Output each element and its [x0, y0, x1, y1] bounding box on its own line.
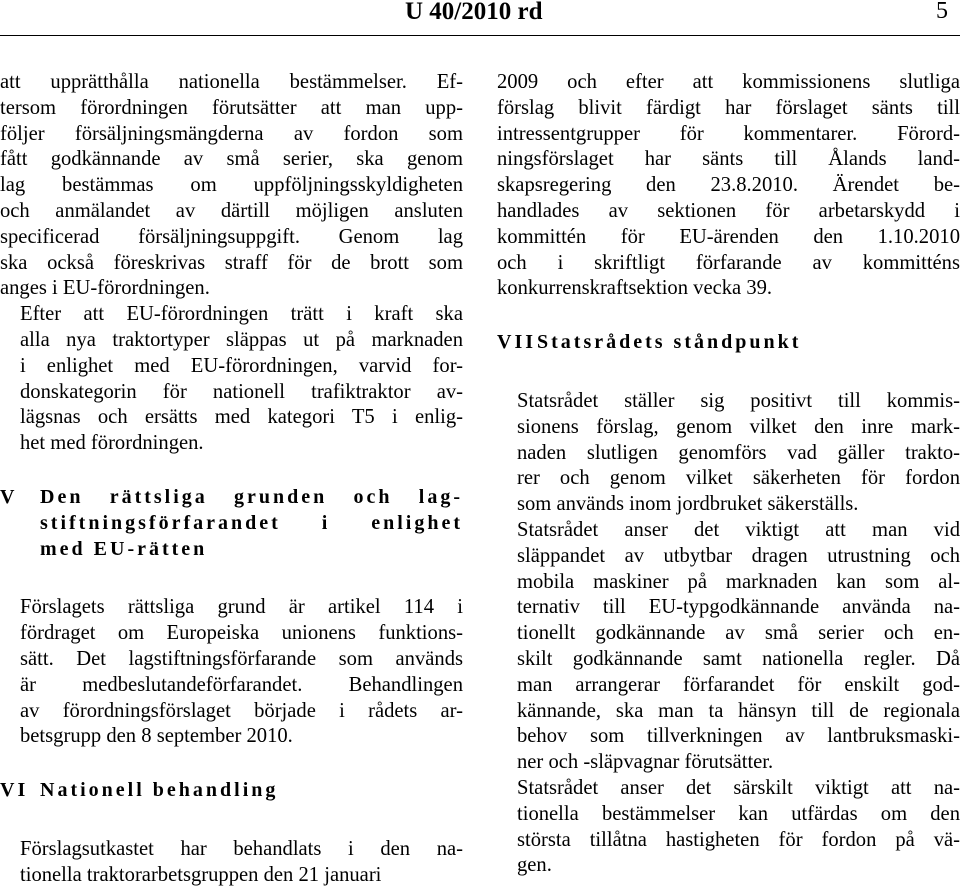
section-title: Nationell behandling [40, 779, 279, 802]
text-line: Den rättsliga grunden och lag- [40, 485, 463, 508]
text-line: är medbeslutandeförfarandet. Behandlingen [20, 673, 463, 696]
text-line: stiftningsförfarandet i enlighet [40, 511, 463, 534]
section-number: VI [0, 779, 29, 802]
text-line: 2009 och efter att kommissionens slutliga [497, 71, 960, 93]
document-title: U 40/2010 rd [405, 0, 543, 25]
text-line: kommittén för EU-ärenden den 1.10.2010 [497, 225, 960, 248]
text-line: fått godkännande av små serier, ska genom [0, 148, 463, 171]
text-line: mobila maskiner på marknaden kan som al- [517, 570, 960, 593]
text-line: kännande, ska man ta hänsyn till de regionala [517, 699, 960, 722]
section-heading-vi [0, 778, 463, 804]
spacer [0, 562, 463, 595]
text-line: förslag blivit färdigt har förslaget sänts till [497, 96, 960, 119]
text-line: Förslagsutkastet har behandlats i den na- [20, 837, 463, 860]
text-line: lag bestämmas om uppföljningsskyldigheten [0, 174, 463, 197]
section-title: Statsrådets ståndpunkt [537, 331, 802, 354]
text-line: ska också föreskrivas straff för de brott som [0, 251, 463, 274]
text-line: handlades av sektionen för arbetarskydd i [497, 199, 960, 222]
text-line: man arrangerar förfarandet för enskilt god- [517, 673, 960, 696]
right-column [497, 70, 960, 879]
paragraph [0, 70, 463, 302]
spacer [497, 356, 960, 389]
text-line: lägsnas och ersätts med kategori T5 i enlig- [20, 406, 463, 429]
text-line: i enlighet med EU-förordningen, varvid for- [20, 354, 463, 377]
text-line: släppandet av utbytbar dragen utrustning och [517, 544, 960, 567]
text-line: följer försäljningsmängderna av fordon som [0, 122, 463, 145]
text-line: sionens förslag, genom vilket den inre mark- [517, 415, 960, 438]
section-heading-v [0, 485, 463, 562]
text-line: konkurrenskraftsektion vecka 39. [497, 277, 773, 300]
text-line: het med förordningen. [20, 432, 204, 455]
text-line: tionella bestämmelser kan utfärdas om den [517, 802, 960, 825]
text-line: av förordningsförslaget började i rådets ar- [20, 699, 463, 722]
text-line: som används inom jordbruket säkerställs. [517, 493, 859, 516]
text-line: rer och genom vilket säkerheten för fordon [517, 467, 960, 490]
text-line: Efter att EU-förordningen trätt i kraft ska [20, 303, 463, 326]
section-title [40, 485, 463, 562]
section-heading-vii [497, 330, 960, 356]
text-line: tionellt godkännande av små serier och en- [517, 622, 960, 645]
paragraph [497, 70, 960, 302]
text-line: ner och -släpvagnar förutsätter. [517, 751, 774, 774]
text-line: Förslagets rättsliga grund är artikel 114 i [20, 596, 463, 619]
paragraph [0, 302, 463, 457]
text-line: att upprätthålla nationella bestämmelser. Ef- [0, 71, 463, 93]
paragraph [497, 776, 960, 879]
spacer [0, 750, 463, 778]
text-line: ternativ till EU-typgodkännande använda na- [517, 596, 960, 619]
text-line: med EU-rätten [40, 537, 208, 560]
text-line: sätt. Det lagstiftningsförfarande som används [20, 647, 463, 670]
section-number: V [0, 485, 18, 508]
text-line: donskategorin för nationell trafiktraktor av- [20, 380, 463, 403]
paragraph [497, 518, 960, 776]
text-line: Statsrådet ställer sig positivt till kommis- [517, 389, 960, 412]
spacer [0, 457, 463, 485]
text-line: skapsregering den 23.8.2010. Ärendet be- [497, 174, 960, 197]
page-number: 5 [936, 0, 948, 24]
spacer [497, 302, 960, 330]
text-line: specificerad försäljningsuppgift. Genom lag [0, 225, 463, 248]
text-line: ningsförslaget har sänts till Ålands land- [497, 148, 960, 171]
left-column [0, 70, 463, 889]
paragraph [497, 389, 960, 518]
text-line: intressentgrupper för kommentarer. Förord- [497, 122, 960, 145]
text-line: behov som tillverkningen av lantbruksmaski- [517, 725, 960, 748]
text-line: gen. [517, 854, 552, 877]
paragraph [0, 595, 463, 750]
text-line: skilt godkännande samt nationella regler. Då [517, 647, 960, 670]
header-rule [0, 35, 960, 36]
text-line: tionella traktorarbetsgruppen den 21 januari [20, 863, 382, 886]
section-number: VII [497, 331, 537, 354]
text-line: Statsrådet anser det viktigt att man vid [517, 518, 960, 541]
text-line: tersom förordningen förutsätter att man upp- [0, 96, 463, 119]
text-line: betsgrupp den 8 september 2010. [20, 725, 293, 748]
text-line: anges i EU-förordningen. [0, 277, 210, 300]
text-line: Statsrådet anser det särskilt viktigt att na- [517, 776, 960, 799]
text-line: och i skriftligt förfarande av kommitténs [497, 251, 960, 274]
page-header [0, 0, 960, 38]
text-line: största tillåtna hastigheten för fordon på vä- [517, 828, 960, 851]
paragraph [0, 837, 463, 889]
text-line: och anmälandet av därtill möjligen ansluten [0, 199, 463, 222]
text-line: alla nya traktortyper släppas ut på marknaden [20, 328, 463, 351]
text-line: fördraget om Europeiska unionens funktions- [20, 622, 463, 645]
text-line: naden slutligen genomförs vad gäller trakto- [517, 441, 960, 464]
spacer [0, 804, 463, 837]
